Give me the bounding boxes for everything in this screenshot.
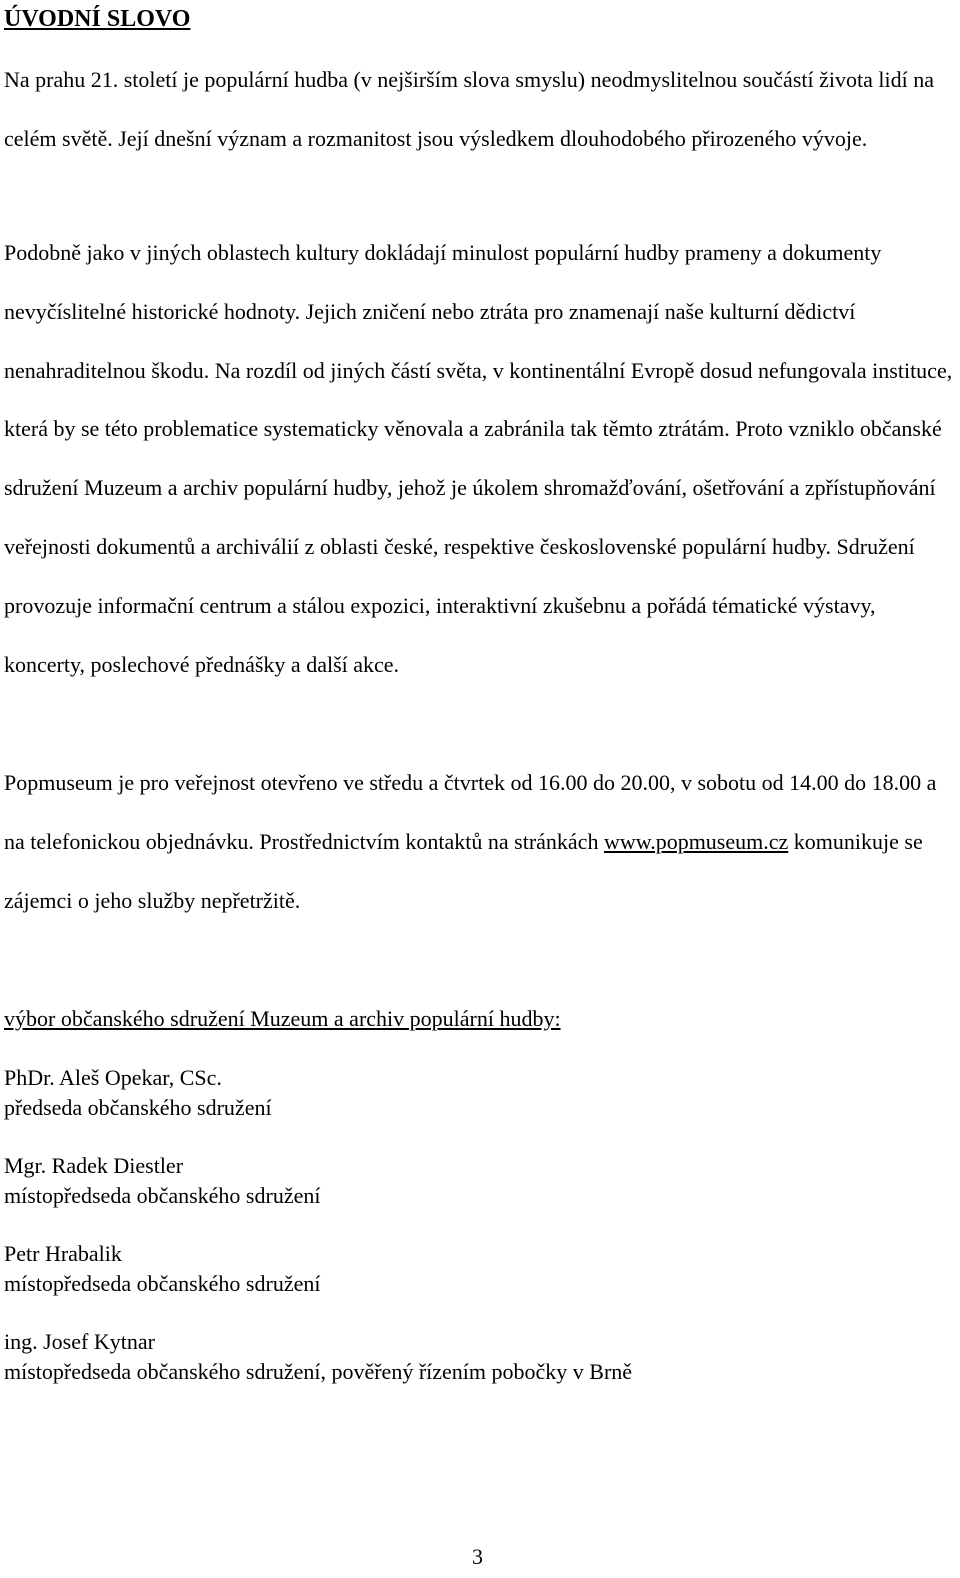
history-paragraph: Podobně jako v jiných oblastech kultury dokládají minulost populární hudby prameny a dokumenty nevyčíslitelné historické hodnoty. Jejich zničení nebo ztráta pro znamenají naše kulturní dědictví nenahraditelnou škodu. Na rozdíl od jiných částí světa, v kontinentální Evropě dosud nefungovala instituce, která by se této problematice systematicky věnovala a zabránila tak těmto ztrátám. Proto vzniklo občanské sdružení Muzeum a archiv populární hudby, jehož je úkolem shromažďování, ošetřování a zpřístupňování veřejnosti dokumentů a archiválií z oblasti české, respektive československé populární hudby. Sdružení provozuje informační centrum a stálou expozici, interaktivní zkušebnu a pořádá tématické výstavy, koncerty, poslechové přednášky a další akce. xyxy=(4,240,953,677)
committee-member xyxy=(4,1151,320,1211)
popmuseum-website-link[interactable]: www.popmuseum.cz xyxy=(603,828,789,854)
committee-member xyxy=(4,1239,320,1299)
intro-paragraph: Na prahu 21. století je populární hudba (v nejširším slova smyslu) neodmyslitelnou součástí života lidí na celém světě. Její dnešní význam a rozmanitost jsou výsledkem dlouhodobého přirozeného vývoje. xyxy=(4,67,934,151)
opening-hours-paragraph xyxy=(4,754,958,930)
member-name: Petr Hrabalik xyxy=(4,1241,122,1266)
page-number: 3 xyxy=(472,1544,483,1569)
member-name: ing. Josef Kytnar xyxy=(4,1329,155,1354)
page-heading: ÚVODNÍ SLOVO xyxy=(4,6,191,32)
committee-title: výbor občanského sdružení Muzeum a archiv populární hudby: xyxy=(4,1006,561,1031)
member-role: místopředseda občanského sdružení, pověřený řízením pobočky v Brně xyxy=(4,1359,633,1384)
member-name: Mgr. Radek Diestler xyxy=(4,1153,184,1178)
member-role: místopředseda občanského sdružení xyxy=(4,1271,321,1296)
committee-member xyxy=(4,1063,272,1123)
member-name: PhDr. Aleš Opekar, CSc. xyxy=(4,1065,222,1090)
contact-text: komunikuje se zájemci o jeho služby nepřetržitě. xyxy=(4,828,923,913)
member-role: předseda občanského sdružení xyxy=(4,1095,272,1120)
member-role: místopředseda občanského sdružení xyxy=(4,1183,321,1208)
committee-member xyxy=(4,1327,632,1387)
opening-hours-text: Popmuseum je pro veřejnost otevřeno ve středu a čtvrtek od 16.00 do 20.00, v sobotu od 14.00 do 18.00 a na telefonickou objednávku. Prostřednictvím kontaktů na stránkách xyxy=(4,770,937,854)
